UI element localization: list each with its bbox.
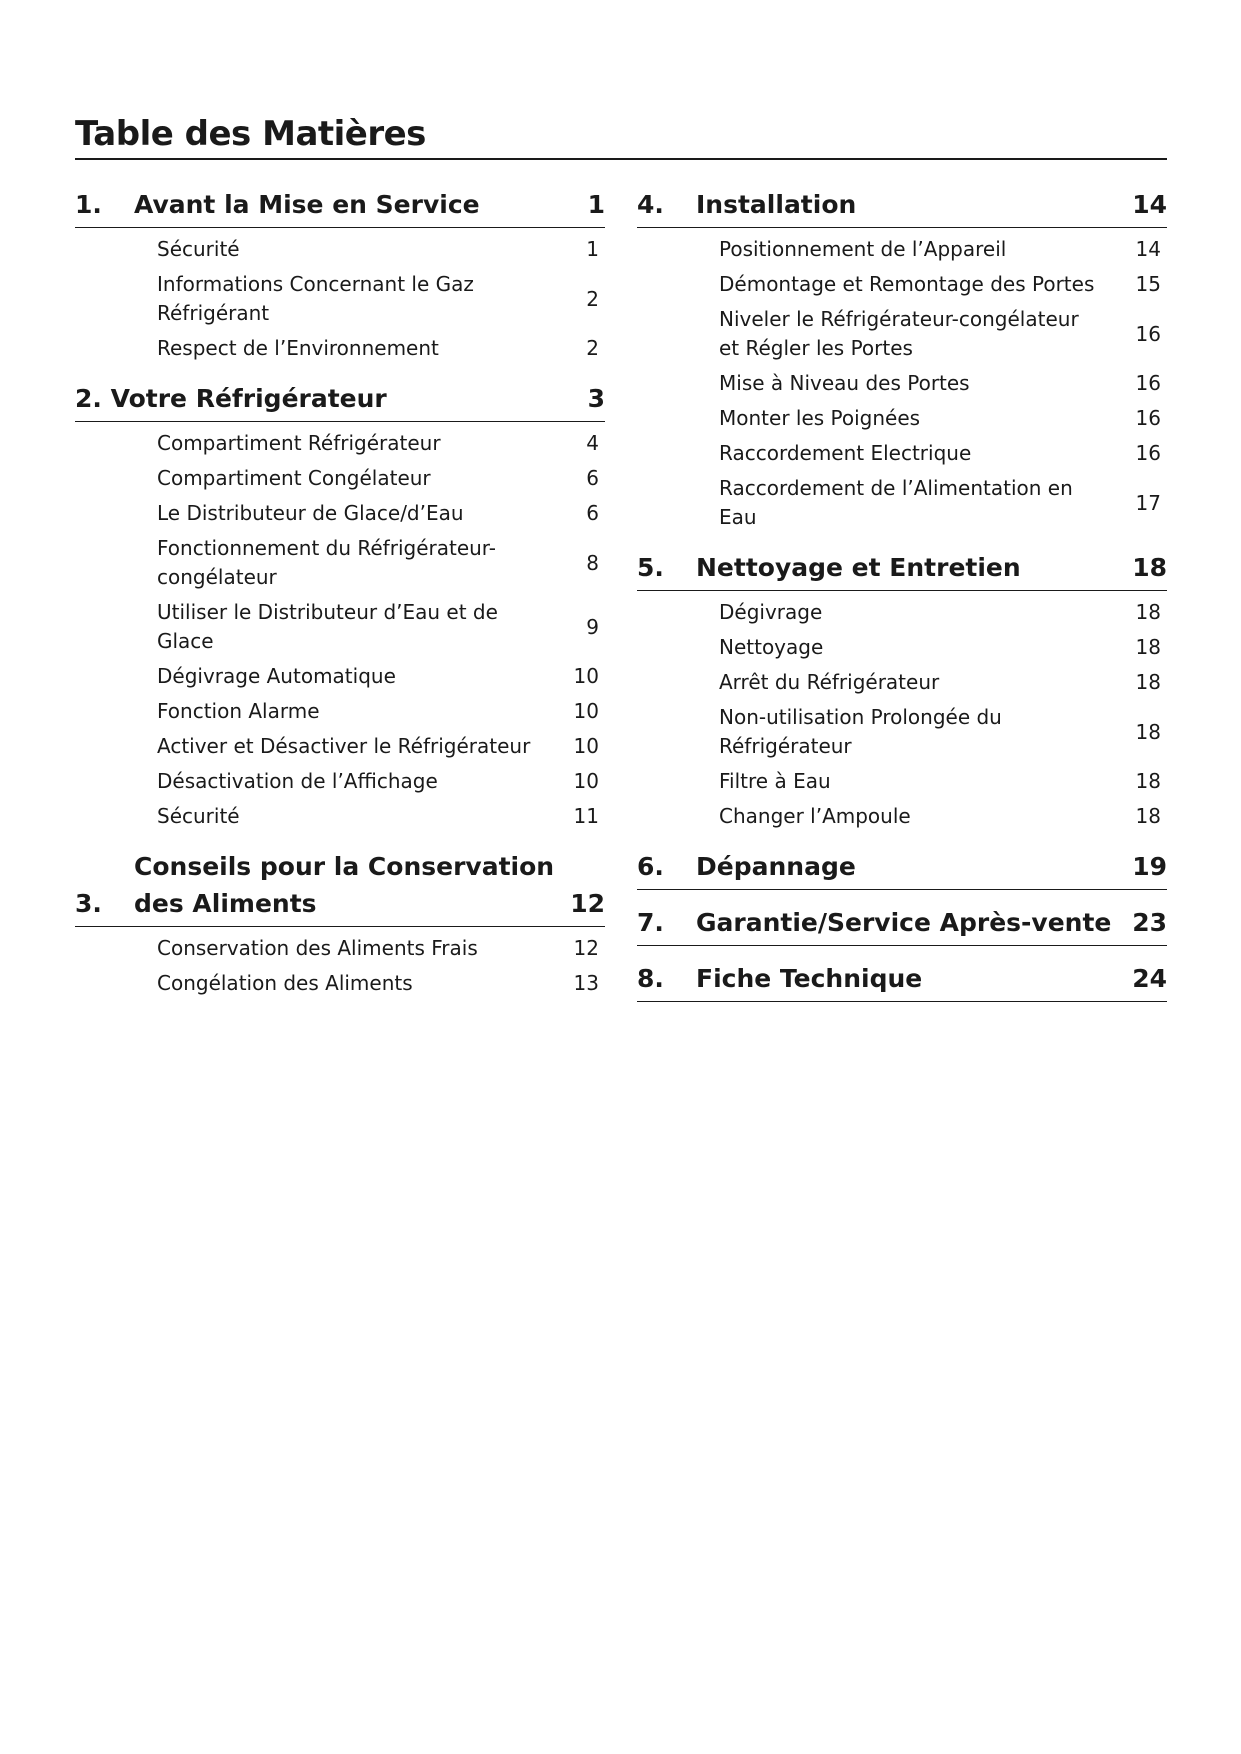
- entry-title: Mise à Niveau des Portes: [719, 371, 970, 395]
- toc-entry[interactable]: [75, 331, 605, 366]
- entry-title: Niveler le Réfrigérateur-congélateur et Régler les Portes: [719, 307, 1079, 360]
- entry-page-number: 11: [573, 804, 599, 828]
- entry-page-number: 10: [573, 769, 599, 793]
- entry-page-number: 16: [1135, 371, 1161, 395]
- entry-title: Activer et Désactiver le Réfrigérateur: [157, 734, 531, 758]
- entry-title: Non-utilisation Prolongée du Réfrigérateur: [719, 705, 1002, 758]
- toc-entry[interactable]: [637, 471, 1167, 535]
- toc-entry[interactable]: [637, 232, 1167, 267]
- toc-entry[interactable]: [75, 595, 605, 659]
- toc-entry[interactable]: [75, 931, 605, 966]
- entry-title: Filtre à Eau: [719, 769, 831, 793]
- entry-title: Positionnement de l’Appareil: [719, 237, 1007, 261]
- entry-page-number: 10: [573, 699, 599, 723]
- toc-entry[interactable]: [75, 659, 605, 694]
- entry-title: Respect de l’Environnement: [157, 336, 439, 360]
- toc-entry[interactable]: [637, 764, 1167, 799]
- toc-section: [637, 549, 1167, 834]
- toc-entry[interactable]: [75, 496, 605, 531]
- toc-section-heading[interactable]: [637, 186, 1167, 228]
- section-page-number: 12: [570, 889, 605, 918]
- entry-title: Fonctionnement du Réfrigérateur-congélateur: [157, 536, 496, 589]
- toc-section-heading[interactable]: [75, 380, 605, 422]
- toc-entry[interactable]: [75, 729, 605, 764]
- section-title: Avant la Mise en Service: [134, 190, 480, 219]
- entry-page-number: 16: [1135, 441, 1161, 465]
- toc-entry[interactable]: [637, 595, 1167, 630]
- toc-section: [637, 960, 1167, 1002]
- toc-column-left: [75, 186, 605, 1015]
- section-title: Dépannage: [696, 852, 856, 881]
- section-page-number: 1: [587, 190, 605, 219]
- entry-title: Dégivrage Automatique: [157, 664, 396, 688]
- toc-entry-list: [637, 595, 1167, 834]
- entry-page-number: 18: [1135, 769, 1161, 793]
- toc-entry[interactable]: [637, 436, 1167, 471]
- entry-page-number: 18: [1135, 670, 1161, 694]
- toc-section-heading[interactable]: [637, 549, 1167, 591]
- toc-section-heading[interactable]: [637, 904, 1167, 946]
- toc-entry-list: [75, 931, 605, 1001]
- entry-title: Démontage et Remontage des Portes: [719, 272, 1095, 296]
- entry-title: Arrêt du Réfrigérateur: [719, 670, 940, 694]
- title-divider: [75, 158, 1167, 160]
- entry-title: Dégivrage: [719, 600, 823, 624]
- entry-page-number: 15: [1135, 272, 1161, 296]
- section-page-number: 19: [1132, 852, 1167, 881]
- entry-title: Désactivation de l’Affichage: [157, 769, 438, 793]
- section-page-number: 23: [1132, 908, 1167, 937]
- entry-title: Compartiment Réfrigérateur: [157, 431, 441, 455]
- entry-page-number: 6: [586, 501, 599, 525]
- entry-page-number: 8: [586, 550, 599, 575]
- entry-title: Raccordement de l’Alimentation en Eau: [719, 476, 1073, 529]
- entry-title: Informations Concernant le Gaz Réfrigérant: [157, 272, 474, 325]
- toc-entry[interactable]: [75, 694, 605, 729]
- toc-entry[interactable]: [637, 366, 1167, 401]
- section-number: 6.: [637, 852, 664, 881]
- entry-title: Utiliser le Distributeur d’Eau et de Glace: [157, 600, 498, 653]
- page-title: Table des Matières: [75, 114, 426, 154]
- section-number: 1.: [75, 190, 102, 219]
- entry-page-number: 2: [586, 336, 599, 360]
- toc-section-heading[interactable]: [75, 848, 605, 927]
- entry-title: Conservation des Aliments Frais: [157, 936, 478, 960]
- toc-section-heading[interactable]: [637, 960, 1167, 1002]
- toc-entry-list: [75, 426, 605, 834]
- section-number: 7.: [637, 908, 664, 937]
- section-number: 5.: [637, 553, 664, 582]
- section-page-number: 18: [1132, 553, 1167, 582]
- entry-page-number: 10: [573, 664, 599, 688]
- entry-page-number: 6: [586, 466, 599, 490]
- section-number: 4.: [637, 190, 664, 219]
- toc-entry[interactable]: [75, 267, 605, 331]
- toc-entry[interactable]: [637, 700, 1167, 764]
- toc-column-right: [637, 186, 1167, 1016]
- entry-page-number: 12: [573, 936, 599, 960]
- entry-page-number: 2: [586, 286, 599, 311]
- toc-entry[interactable]: [75, 461, 605, 496]
- toc-entry[interactable]: [637, 630, 1167, 665]
- toc-entry-list: [637, 232, 1167, 535]
- section-title: 2. Votre Réfrigérateur: [75, 384, 387, 413]
- toc-section: [75, 186, 605, 366]
- section-number: 8.: [637, 964, 664, 993]
- entry-title: Le Distributeur de Glace/d’Eau: [157, 501, 464, 525]
- entry-page-number: 13: [573, 971, 599, 995]
- entry-title: Congélation des Aliments: [157, 971, 413, 995]
- section-page-number: 3: [587, 384, 605, 413]
- section-title: Conseils pour la Conservation des Aliments: [134, 852, 555, 918]
- section-page-number: 24: [1132, 964, 1167, 993]
- entry-title: Nettoyage: [719, 635, 824, 659]
- toc-entry[interactable]: [75, 426, 605, 461]
- entry-title: Fonction Alarme: [157, 699, 320, 723]
- toc-section: [75, 848, 605, 1001]
- toc-section: [637, 848, 1167, 890]
- toc-entry[interactable]: [637, 267, 1167, 302]
- toc-entry-list: [75, 232, 605, 366]
- toc-entry[interactable]: [637, 665, 1167, 700]
- entry-page-number: 17: [1135, 490, 1161, 515]
- toc-section-heading[interactable]: [637, 848, 1167, 890]
- toc-section: [75, 380, 605, 834]
- entry-title: Changer l’Ampoule: [719, 804, 911, 828]
- entry-title: Compartiment Congélateur: [157, 466, 431, 490]
- section-title: Nettoyage et Entretien: [696, 553, 1021, 582]
- entry-page-number: 9: [586, 614, 599, 639]
- entry-page-number: 18: [1135, 719, 1161, 744]
- toc-section: [637, 186, 1167, 535]
- toc-entry[interactable]: [75, 531, 605, 595]
- entry-title: Monter les Poignées: [719, 406, 921, 430]
- entry-page-number: 18: [1135, 804, 1161, 828]
- toc-entry[interactable]: [75, 764, 605, 799]
- entry-title: Raccordement Electrique: [719, 441, 972, 465]
- section-title: Installation: [696, 190, 857, 219]
- section-number: 3.: [75, 889, 102, 918]
- toc-entry[interactable]: [75, 232, 605, 267]
- section-title: Garantie/Service Après-vente: [696, 908, 1112, 937]
- entry-page-number: 16: [1135, 406, 1161, 430]
- section-page-number: 14: [1132, 190, 1167, 219]
- toc-section: [637, 904, 1167, 946]
- toc-entry[interactable]: [75, 966, 605, 1001]
- entry-title: Sécurité: [157, 804, 240, 828]
- entry-title: Sécurité: [157, 237, 240, 261]
- toc-section-heading[interactable]: [75, 186, 605, 228]
- entry-page-number: 4: [586, 431, 599, 455]
- section-title: Fiche Technique: [696, 964, 923, 993]
- toc-entry[interactable]: [75, 799, 605, 834]
- toc-entry[interactable]: [637, 302, 1167, 366]
- entry-page-number: 14: [1135, 237, 1161, 261]
- entry-page-number: 18: [1135, 600, 1161, 624]
- entry-page-number: 18: [1135, 635, 1161, 659]
- entry-page-number: 1: [586, 237, 599, 261]
- entry-page-number: 10: [573, 734, 599, 758]
- toc-entry[interactable]: [637, 401, 1167, 436]
- toc-entry[interactable]: [637, 799, 1167, 834]
- entry-page-number: 16: [1135, 321, 1161, 346]
